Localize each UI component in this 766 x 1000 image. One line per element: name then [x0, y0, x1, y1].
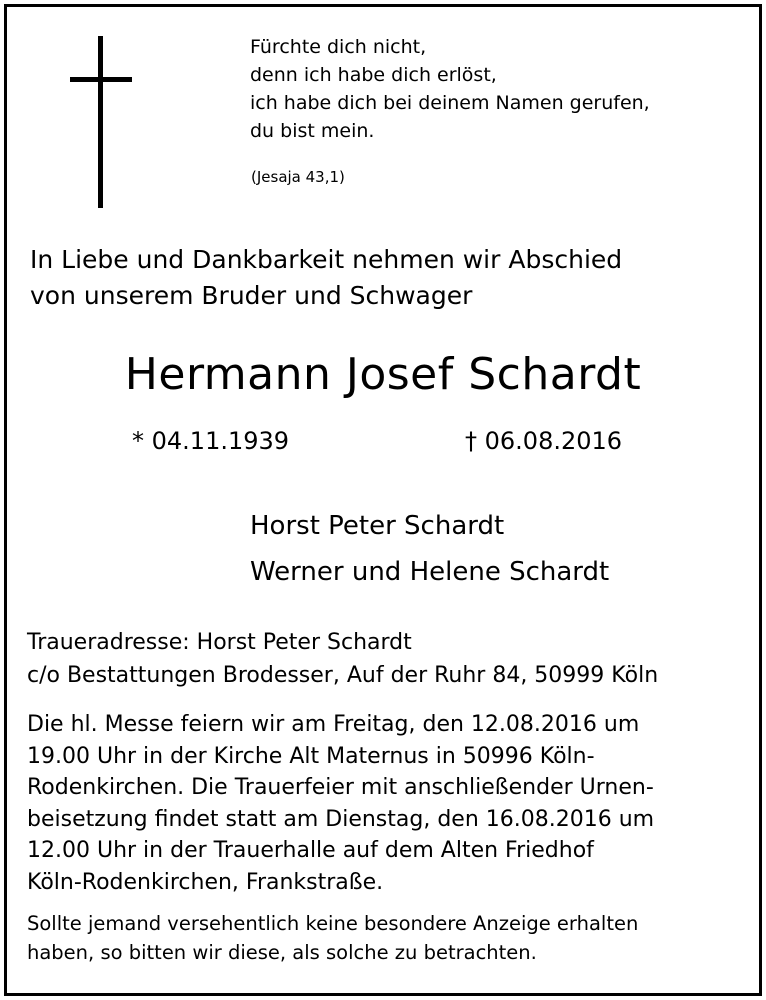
mass-info	[27, 709, 654, 898]
cross-horizontal-bar	[70, 77, 132, 82]
address-line: c/o Bestattungen Brodesser, Auf der Ruhr 84, 50999 Köln	[27, 663, 659, 688]
cross-icon	[70, 36, 132, 208]
bible-verse	[250, 33, 750, 145]
mourners-list	[250, 503, 609, 595]
deceased-name: Hermann Josef Schardt	[124, 349, 642, 400]
mass-line: Rodenkirchen. Die Trauerfeier mit anschließender Urnen-	[27, 775, 654, 800]
mass-line: 12.00 Uhr in der Trauerhalle auf dem Alten Friedhof	[27, 838, 594, 863]
mourner-name: Werner und Helene Schardt	[250, 557, 610, 587]
verse-line: denn ich habe dich erlöst,	[250, 64, 497, 86]
death-date: † 06.08.2016	[465, 427, 623, 455]
notice-line: Sollte jemand versehentlich keine besondere Anzeige erhalten	[27, 912, 639, 935]
verse-line: Fürchte dich nicht,	[250, 36, 427, 58]
birth-date: * 04.11.1939	[132, 427, 290, 455]
mass-line: Die hl. Messe feiern wir am Freitag, den 12.08.2016 um	[27, 712, 640, 737]
intro-line: In Liebe und Dankbarkeit nehmen wir Abschied	[30, 245, 623, 274]
mass-line: 19.00 Uhr in der Kirche Alt Maternus in 50996 Köln-	[27, 743, 595, 769]
cross-vertical-bar	[98, 36, 103, 208]
mourning-address	[27, 626, 658, 692]
mass-line: beisetzung findet statt am Dienstag, den 16.08.2016 um	[27, 806, 655, 832]
verse-line: ich habe dich bei deinem Namen gerufen,	[250, 92, 650, 114]
intro-text	[30, 242, 622, 314]
notice-text	[27, 909, 638, 967]
mass-line: Köln-Rodenkirchen, Frankstraße.	[27, 869, 384, 895]
verse-source: (Jesaja 43,1)	[251, 168, 345, 186]
mourner-name: Horst Peter Schardt	[250, 511, 505, 541]
address-line: Traueradresse: Horst Peter Schardt	[27, 630, 412, 655]
intro-line: von unserem Bruder und Schwager	[30, 281, 473, 310]
notice-line: haben, so bitten wir diese, als solche zu betrachten.	[27, 941, 537, 964]
verse-line: du bist mein.	[250, 120, 375, 142]
